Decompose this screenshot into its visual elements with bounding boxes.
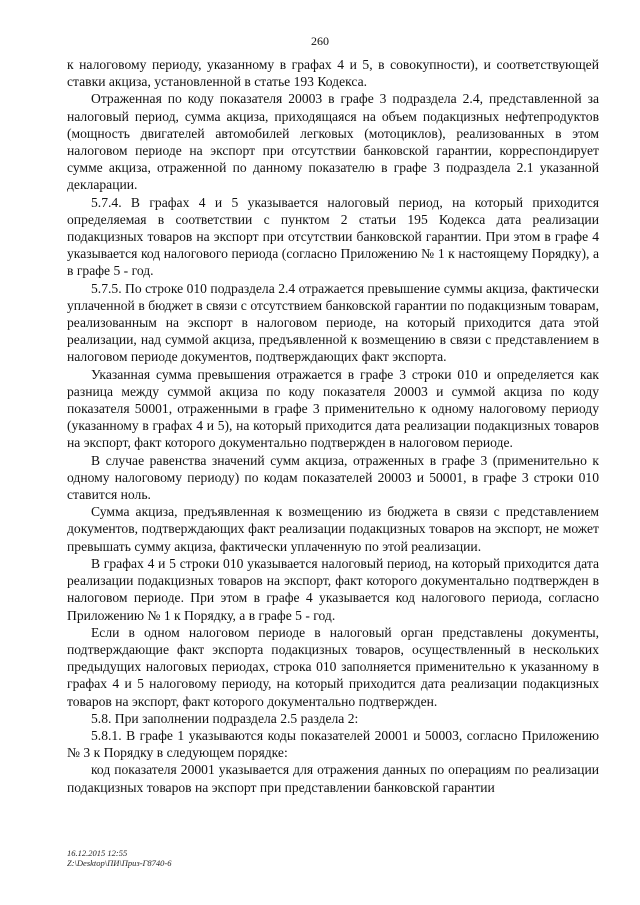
paragraph: код показателя 20001 указывается для отражения данных по операциям по реализации подакцизных товаров на экспорт при представлении банковской гарантии: [67, 762, 599, 795]
paragraph: 5.8. При заполнении подраздела 2.5 раздела 2:: [91, 710, 359, 726]
paragraph: Указанная сумма превышения отражается в графе 3 строки 010 и определяется как разница между суммой акциза по коду показателя 20003 и суммой акциза по коду показателя 50001, отраженными в графе 3 применительно к одному налоговому периоду (указанному в графах 4 и 5), на который приходится дата реализации подакцизных товаров на экспорт, факт которого документально подтвержден в налоговом периоде.: [67, 366, 599, 451]
paragraph: В графах 4 и 5 строки 010 указывается налоговый период, на который приходится дата реализации подакцизных товаров на экспорт, факт которого документально подтвержден в налоговом периоде. При этом в графе 4 указывается код налогового периода, согласно Приложению № 1 к Порядку, а в графе 5 - год.: [67, 555, 599, 623]
document-body: [67, 56, 599, 796]
paragraph: к налоговому периоду, указанному в графах 4 и 5, в совокупности), и соответствующей ставки акциза, установленной в статье 193 Кодекса.: [67, 57, 599, 90]
paragraph: 5.7.4. В графах 4 и 5 указывается налоговый период, на который приходится определяемая в соответствии с пунктом 2 статьи 195 Кодекса дата реализации подакцизных товаров на экспорт при отсутствии банковской гарантии. При этом в графе 4 указывается код налогового периода (согласно Приложению № 1 к настоящему Порядку), а в графе 5 - год.: [67, 194, 599, 279]
paragraph: Отраженная по коду показателя 20003 в графе 3 подраздела 2.4, представленной за налоговый период, сумма акциза, приходящаяся на объем подакцизных нефтепродуктов (мощность двигателей автомобилей легковых (мотоциклов), реализованных в этом налоговом периоде на экспорт при отсутствии банковской гарантии, корреспондирует сумме акциза, отраженной по данному показателю в графе 3 подраздела 2.1 указанной декларации.: [67, 91, 599, 193]
footer-timestamp: 16.12.2015 12:55: [67, 848, 128, 858]
paragraph: 5.7.5. По строке 010 подраздела 2.4 отражается превышение суммы акциза, фактически уплаченной в бюджет в связи с отсутствием банковской гарантии по подакцизным товарам, реализованным на экспорт в налоговом периоде, на который приходится дата этой реализации, над суммой акциза, предъявленной к возмещению в связи с представлением в налоговом периоде документов, подтверждающих факт экспорта.: [67, 280, 599, 365]
paragraph: Сумма акциза, предъявленная к возмещению из бюджета в связи с представлением документов, подтверждающих факт реализации подакцизных товаров на экспорт, не может превышать сумму акциза, фактически уплаченную по этой реализации.: [67, 504, 599, 554]
document-footer: [67, 848, 171, 868]
page-number: 260: [311, 34, 329, 48]
paragraph: Если в одном налоговом периоде в налоговый орган представлены документы, подтверждающие факт экспорта подакцизных товаров, осуществленный в нескольких предыдущих налоговых периодах, строка 010 заполняется применительно к указанному в графах 4 и 5 налоговому периоду, на который приходится дата реализации подакцизных товаров на экспорт, факт которого документально подтвержден.: [67, 624, 599, 709]
paragraph: 5.8.1. В графе 1 указываются коды показателей 20001 и 50003, согласно Приложению № 3 к Порядку в следующем порядке:: [67, 727, 599, 761]
paragraph: В случае равенства значений сумм акциза, отраженных в графе 3 (применительно к одному налоговому периоду) по кодам показателей 20003 и 50001, в графе 3 строки 010 ставится ноль.: [67, 452, 599, 503]
footer-file-path: Z:\Desktop\ПИ\Приз-Г8740-6: [67, 858, 172, 868]
